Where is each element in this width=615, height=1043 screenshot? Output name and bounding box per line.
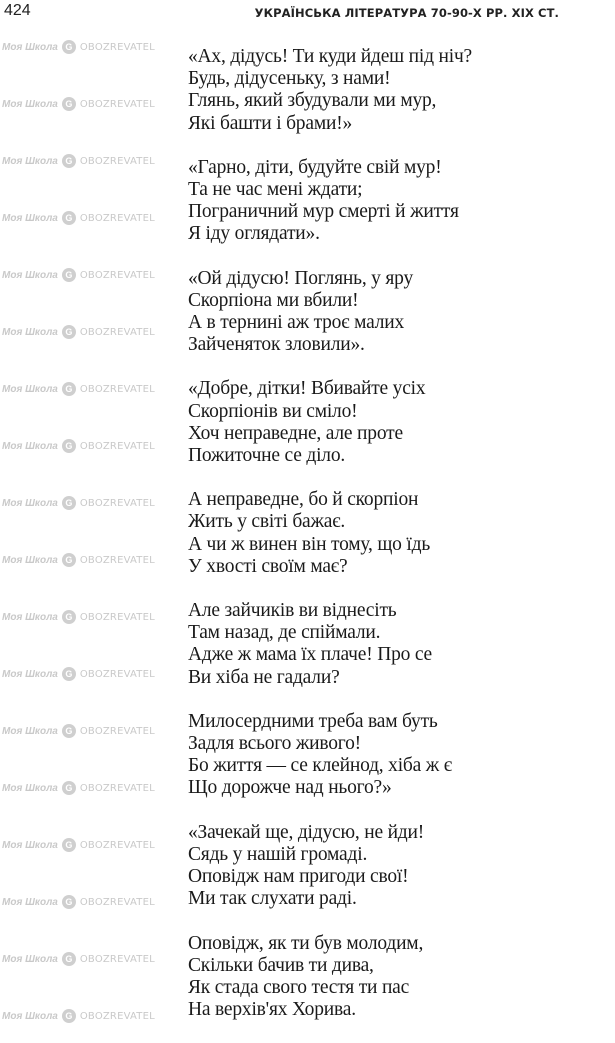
verse-line: «Зачекай ще, дідусю, не йди! — [188, 821, 425, 843]
stanza — [188, 46, 472, 135]
verse-line: Там назад, де спіймали. — [188, 622, 381, 644]
watermark — [2, 610, 155, 624]
watermark-logo-icon: G — [62, 40, 76, 54]
verse-line: Оповідж нам пригоди свої! — [188, 866, 409, 888]
watermark-logo-icon: G — [62, 154, 76, 168]
verse-line: Будь, дідусеньку, з нами! — [188, 68, 391, 90]
watermark-school: Моя Школа — [2, 155, 58, 167]
verse-line: Зайченяток зловили». — [188, 334, 365, 356]
stanza — [188, 933, 472, 1022]
watermark — [2, 667, 155, 681]
page-number: 424 — [4, 2, 31, 19]
watermark — [2, 325, 155, 339]
running-title: УКРАЇНСЬКА ЛІТЕРАТУРА 70-90-Х РР. XIX СТ. — [254, 6, 559, 20]
watermark-brand: OBOZREVATEL — [79, 725, 155, 737]
watermark-school: Моя Школа — [2, 839, 58, 851]
watermark-school: Моя Школа — [2, 98, 58, 110]
verse-line: Скорпіонів ви сміло! — [188, 400, 358, 422]
verse-line: Милосердними треба вам буть — [188, 710, 438, 732]
verse-line: Я іду оглядати». — [188, 223, 320, 245]
watermark-school: Моя Школа — [2, 953, 58, 965]
watermark-brand: OBOZREVATEL — [79, 554, 155, 566]
watermark-logo-icon: G — [62, 781, 76, 795]
verse-line: Сядь у нашій громаді. — [188, 843, 368, 865]
verse-line: Скільки бачив ти дива, — [188, 954, 374, 976]
watermark — [2, 211, 155, 225]
watermark-school: Моя Школа — [2, 41, 58, 53]
verse-line: Скорпіона ми вбили! — [188, 289, 359, 311]
watermark-brand: OBOZREVATEL — [79, 782, 155, 794]
watermark-logo-icon: G — [62, 610, 76, 624]
watermark-logo-icon: G — [62, 496, 76, 510]
watermark-layer — [0, 0, 180, 1024]
watermark-logo-icon: G — [62, 439, 76, 453]
watermark — [2, 439, 155, 453]
watermark — [2, 496, 155, 510]
verse-line: Глянь, який збудували ми мур, — [188, 90, 437, 112]
watermark-logo-icon: G — [62, 1009, 76, 1023]
watermark-school: Моя Школа — [2, 212, 58, 224]
watermark-logo-icon: G — [62, 667, 76, 681]
verse-line: Пограничний мур смерті й життя — [188, 201, 459, 223]
stanza — [188, 600, 472, 689]
watermark-logo-icon: G — [62, 325, 76, 339]
watermark-logo-icon: G — [62, 382, 76, 396]
watermark-school: Моя Школа — [2, 668, 58, 680]
verse-line: «Ой дідусю! Поглянь, у яру — [188, 267, 414, 289]
watermark-brand: OBOZREVATEL — [79, 41, 155, 53]
watermark-brand: OBOZREVATEL — [79, 611, 155, 623]
verse-line: У хвості своїм має? — [188, 555, 348, 577]
stanza — [188, 378, 472, 467]
watermark — [2, 553, 155, 567]
watermark — [2, 781, 155, 795]
watermark — [2, 97, 155, 111]
watermark — [2, 382, 155, 396]
verse-line: «Гарно, діти, будуйте свій мур! — [188, 156, 442, 178]
verse-line: Оповідж, як ти був молодим, — [188, 932, 424, 954]
watermark-logo-icon: G — [62, 268, 76, 282]
watermark-brand: OBOZREVATEL — [79, 269, 155, 281]
watermark — [2, 724, 155, 738]
watermark — [2, 952, 155, 966]
watermark-logo-icon: G — [62, 724, 76, 738]
watermark-logo-icon: G — [62, 838, 76, 852]
watermark-brand: OBOZREVATEL — [79, 953, 155, 965]
verse-line: Жить у світі бажає. — [188, 511, 346, 533]
watermark — [2, 154, 155, 168]
watermark-school: Моя Школа — [2, 725, 58, 737]
verse-line: Ми так слухати раді. — [188, 888, 357, 910]
watermark-school: Моя Школа — [2, 497, 58, 509]
watermark-brand: OBOZREVATEL — [79, 212, 155, 224]
watermark-brand: OBOZREVATEL — [79, 440, 155, 452]
watermark-school: Моя Школа — [2, 269, 58, 281]
poem-text — [188, 46, 472, 1043]
watermark-logo-icon: G — [62, 553, 76, 567]
verse-line: «Ах, дідусь! Ти куди йдеш під ніч? — [188, 46, 473, 67]
watermark-brand: OBOZREVATEL — [79, 383, 155, 395]
watermark-brand: OBOZREVATEL — [79, 1010, 155, 1022]
watermark-brand: OBOZREVATEL — [79, 839, 155, 851]
watermark-school: Моя Школа — [2, 554, 58, 566]
watermark-brand: OBOZREVATEL — [79, 155, 155, 167]
verse-line: А неправедне, бо й скорпіон — [188, 489, 419, 511]
watermark-brand: OBOZREVATEL — [79, 896, 155, 908]
watermark-brand: OBOZREVATEL — [79, 668, 155, 680]
verse-line: Адже ж мама їх плаче! Про се — [188, 644, 433, 666]
verse-line: Хоч неправедне, але проте — [188, 422, 403, 444]
watermark-school: Моя Школа — [2, 782, 58, 794]
watermark — [2, 268, 155, 282]
verse-line: Та не час мені ждати; — [188, 179, 363, 201]
verse-line: А чи ж винен він тому, що їдь — [188, 533, 431, 555]
verse-line: «Добре, дітки! Вбивайте усіх — [188, 378, 426, 400]
watermark-school: Моя Школа — [2, 440, 58, 452]
stanza — [188, 268, 472, 357]
watermark-logo-icon: G — [62, 211, 76, 225]
verse-line: На верхів'ях Хорива. — [188, 999, 356, 1021]
stanza — [188, 157, 472, 246]
stanza — [188, 489, 472, 578]
verse-line: Ви хіба не гадали? — [188, 666, 340, 688]
verse-line: Задля всього живого! — [188, 733, 361, 755]
watermark-school: Моя Школа — [2, 1010, 58, 1022]
watermark-brand: OBOZREVATEL — [79, 98, 155, 110]
watermark — [2, 838, 155, 852]
verse-line: Пожиточне се діло. — [188, 445, 346, 467]
verse-line: Які башти і брами!» — [188, 112, 353, 134]
watermark — [2, 40, 155, 54]
watermark-brand: OBOZREVATEL — [79, 326, 155, 338]
watermark-logo-icon: G — [62, 952, 76, 966]
watermark-school: Моя Школа — [2, 383, 58, 395]
verse-line: Що дорожче над нього?» — [188, 777, 392, 799]
watermark-school: Моя Школа — [2, 326, 58, 338]
verse-line: Бо життя — се клейнод, хіба ж є — [188, 755, 452, 777]
watermark-school: Моя Школа — [2, 896, 58, 908]
watermark — [2, 895, 155, 909]
watermark-school: Моя Школа — [2, 611, 58, 623]
verse-line: Як стада свого тестя ти пас — [188, 976, 410, 998]
watermark-logo-icon: G — [62, 97, 76, 111]
verse-line: А в тернині аж троє малих — [188, 312, 405, 334]
watermark-brand: OBOZREVATEL — [79, 497, 155, 509]
verse-line: Але зайчиків ви віднесіть — [188, 600, 397, 622]
stanza — [188, 822, 472, 911]
stanza — [188, 711, 472, 800]
watermark-logo-icon: G — [62, 895, 76, 909]
watermark — [2, 1009, 155, 1023]
